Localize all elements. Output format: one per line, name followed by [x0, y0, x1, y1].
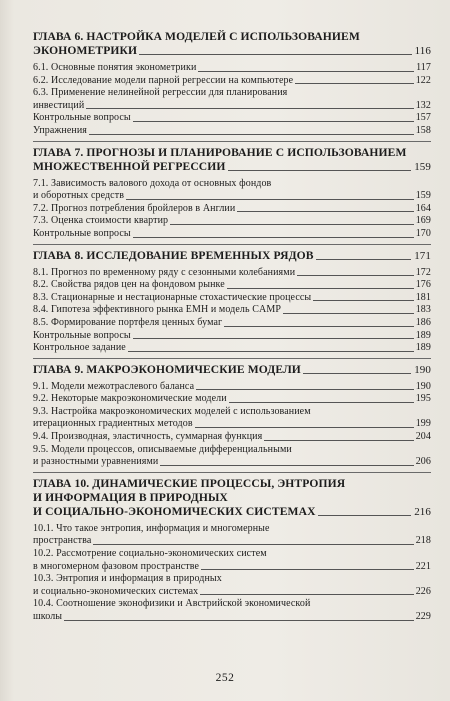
chapter-page: 216: [414, 505, 431, 518]
section-page: 132: [415, 99, 431, 111]
table-of-contents: [0, 30, 450, 624]
section-page: 206: [415, 456, 431, 468]
section-title-line: Контрольные вопросы: [33, 227, 131, 239]
section-page: 190: [415, 380, 431, 392]
chapter-title-line: И ИНФОРМАЦИЯ В ПРИРОДНЫХ: [33, 490, 228, 504]
section-last-row: [33, 418, 431, 431]
section-entry: [33, 393, 431, 406]
section-entry: [33, 75, 431, 88]
leader-line: [283, 312, 414, 314]
leader-line: [133, 337, 414, 339]
chapter-entry: [0, 146, 450, 241]
leader-line: [198, 70, 414, 72]
leader-line: [303, 372, 411, 374]
section-title-line: 8.5. Формирование портфеля ценных бумаг: [33, 316, 223, 328]
page-number: 252: [215, 672, 235, 684]
leader-line: [86, 107, 413, 109]
section-last-row: [33, 304, 431, 317]
section-entry: [33, 228, 431, 241]
section-title-line: Контрольные вопросы: [33, 329, 131, 341]
section-title-line: 8.2. Свойства рядов цен на фондовом рынке: [33, 279, 225, 291]
leader-line: [89, 133, 414, 135]
section-entry: [33, 62, 431, 75]
chapter-entry: [0, 249, 450, 355]
section-title-line: Контрольное задание: [33, 342, 126, 354]
section-page: 229: [415, 611, 431, 622]
section-entry: [33, 203, 431, 216]
leader-line: [196, 388, 414, 390]
section-last-row: [33, 456, 431, 469]
section-page: 157: [415, 112, 431, 124]
chapter-title-line: ГЛАВА 9. МАКРОЭКОНОМИЧЕСКИЕ МОДЕЛИ: [33, 362, 301, 376]
section-last-row: [33, 228, 431, 241]
section-entry: [33, 573, 431, 598]
section-entry: [33, 215, 431, 228]
section-title-line: 7.1. Зависимость валового дохода от основных фондов: [33, 177, 272, 189]
section-page: 169: [415, 215, 431, 227]
chapter-title-last-row: [33, 363, 431, 377]
chapter-title-line: И СОЦИАЛЬНО-ЭКОНОМИЧЕСКИХ СИСТЕМАХ: [33, 504, 316, 518]
section-last-row: [33, 100, 431, 113]
section-page: 204: [415, 431, 431, 443]
section-last-row: [33, 190, 431, 203]
section-title-line: 9.3. Настройка макроэкономических моделей с использованием: [33, 405, 311, 417]
section-page: 122: [415, 74, 431, 86]
section-last-row: [33, 203, 431, 216]
section-last-row: [33, 267, 431, 280]
section-title-line: 7.3. Оценка стоимости квартир: [33, 215, 169, 227]
section-last-row: [33, 586, 431, 599]
leader-line: [64, 619, 414, 621]
leader-line: [229, 401, 414, 403]
chapter-title-line: ГЛАВА 10. ДИНАМИЧЕСКИЕ ПРОЦЕССЫ, ЭНТРОПИЯ: [33, 476, 346, 490]
section-title-line: 6.2. Исследование модели парной регрессии на компьютере: [33, 74, 294, 86]
section-last-row: [33, 62, 431, 75]
leader-line: [139, 53, 411, 55]
section-title-line: 9.5. Модели процессов, описываемые дифференциальными: [33, 443, 292, 455]
section-entry: [33, 381, 431, 394]
chapter-entry: [0, 363, 450, 469]
section-entry: [33, 548, 431, 573]
chapter-title-line: ГЛАВА 7. ПРОГНОЗЫ И ПЛАНИРОВАНИЕ С ИСПОЛЬЗОВАНИЕМ: [33, 145, 407, 159]
chapter-title: [33, 249, 431, 263]
section-last-row: [33, 292, 431, 305]
section-entry: [33, 125, 431, 138]
section-entry: [33, 598, 431, 623]
leader-line: [227, 287, 414, 289]
leader-line: [160, 464, 413, 466]
chapter-title-last-row: [33, 160, 431, 174]
section-entry: [33, 112, 431, 125]
section-entry: [33, 292, 431, 305]
section-title-line: итерационных градиентных методов: [33, 418, 193, 430]
section-entry: [33, 317, 431, 330]
section-title-line: 8.3. Стационарные и нестационарные стохастические процессы: [33, 291, 312, 303]
section-title-line: 10.3. Энтропия и информация в природных: [33, 573, 222, 585]
section-last-row: [33, 279, 431, 292]
chapter-title-last-row: [33, 249, 431, 263]
chapter-title-line: ГЛАВА 6. НАСТРОЙКА МОДЕЛЕЙ С ИСПОЛЬЗОВАНИЕМ: [33, 30, 360, 43]
section-entry: [33, 431, 431, 444]
section-title-line: и социально-экономических системах: [33, 585, 199, 597]
section-list: [33, 381, 431, 469]
section-last-row: [33, 112, 431, 125]
section-last-row: [33, 125, 431, 138]
leader-line: [128, 350, 414, 352]
section-list: [33, 267, 431, 355]
section-page: 221: [415, 560, 431, 572]
leader-line: [170, 223, 414, 225]
chapter-title-line: ЭКОНОМЕТРИКИ: [33, 44, 138, 57]
section-title-line: 9.1. Модели межотраслевого баланса: [33, 380, 195, 392]
leader-line: [195, 426, 414, 428]
section-page: 218: [415, 535, 431, 547]
leader-line: [313, 299, 413, 301]
section-page: 186: [415, 316, 431, 328]
chapter-title: [33, 146, 431, 174]
section-entry: [33, 87, 431, 112]
chapter-title-line: МНОЖЕСТВЕННОЙ РЕГРЕССИИ: [33, 159, 226, 173]
section-page: 159: [415, 190, 431, 202]
section-list: [33, 62, 431, 138]
section-page: 199: [415, 418, 431, 430]
section-list: [33, 523, 431, 624]
chapter-title-last-row: [33, 505, 431, 519]
section-page: 195: [415, 393, 431, 405]
section-page: 158: [415, 124, 431, 136]
section-last-row: [33, 393, 431, 406]
section-title-line: 8.4. Гипотеза эффективного рынка EMH и модель CAMP: [33, 304, 281, 316]
section-entry: [33, 342, 431, 355]
leader-line: [201, 568, 414, 570]
section-title-line: 10.1. Что такое энтропия, информация и многомерные: [33, 522, 270, 534]
section-page: 170: [415, 227, 431, 239]
section-title-line: 6.1. Основные понятия эконометрики: [33, 62, 197, 73]
leader-line: [264, 439, 413, 441]
section-title-line: Контрольные вопросы: [33, 112, 131, 124]
section-last-row: [33, 342, 431, 355]
section-last-row: [33, 317, 431, 330]
chapter-entry: [0, 30, 450, 138]
section-entry: [33, 304, 431, 317]
leader-line: [126, 198, 414, 200]
section-last-row: [33, 75, 431, 88]
section-entry: [33, 279, 431, 292]
section-title-line: школы: [33, 611, 63, 622]
chapter-entry: [0, 477, 450, 624]
section-last-row: [33, 431, 431, 444]
section-entry: [33, 330, 431, 343]
section-last-row: [33, 535, 431, 548]
leader-line: [133, 236, 414, 238]
section-page: 164: [415, 202, 431, 214]
leader-line: [318, 514, 412, 516]
chapter-title: [33, 363, 431, 377]
leader-line: [295, 82, 414, 84]
section-title-line: инвестиций: [33, 99, 85, 111]
section-title-line: 9.2. Некоторые макроэкономические модели: [33, 393, 227, 405]
section-last-row: [33, 215, 431, 228]
section-last-row: [33, 381, 431, 394]
chapter-page: 116: [414, 45, 431, 57]
section-page: 176: [415, 279, 431, 291]
section-list: [33, 178, 431, 241]
section-entry: [33, 267, 431, 280]
section-entry: [33, 178, 431, 203]
section-title-line: 6.3. Применение нелинейной регрессии для планирования: [33, 87, 288, 99]
section-title-line: и оборотных средств: [33, 190, 125, 202]
section-last-row: [33, 330, 431, 343]
chapter-page: 171: [414, 249, 431, 262]
chapter-title-last-row: [33, 44, 431, 58]
section-page: 172: [415, 266, 431, 278]
leader-line: [297, 274, 414, 276]
leader-line: [237, 210, 413, 212]
section-title-line: 10.2. Рассмотрение социально-экономических систем: [33, 548, 267, 560]
section-page: 189: [415, 342, 431, 354]
section-title-line: пространства: [33, 535, 92, 547]
section-last-row: [33, 561, 431, 574]
section-page: 189: [415, 329, 431, 341]
leader-line: [200, 593, 413, 595]
section-title-line: и разностными уравнениями: [33, 456, 159, 468]
section-title-line: 10.4. Соотношение эконофизики и Австрийской экономической: [33, 598, 311, 610]
chapter-title: [33, 477, 431, 519]
section-title-line: Упражнения: [33, 124, 87, 136]
chapter-title-line: ГЛАВА 8. ИССЛЕДОВАНИЕ ВРЕМЕННЫХ РЯДОВ: [33, 248, 314, 262]
section-title-line: 7.2. Прогноз потребления бройлеров в Англии: [33, 202, 236, 214]
leader-line: [224, 325, 414, 327]
section-title-line: 8.1. Прогноз по временному ряду с сезонными колебаниями: [33, 266, 296, 278]
leader-line: [133, 120, 414, 122]
leader-line: [93, 543, 413, 545]
chapter-title: [33, 30, 431, 58]
section-page: 226: [415, 585, 431, 597]
chapter-page: 190: [414, 363, 431, 376]
section-last-row: [33, 611, 431, 624]
section-title-line: в многомерном фазовом пространстве: [33, 560, 200, 572]
section-page: 181: [415, 291, 431, 303]
leader-line: [316, 258, 412, 260]
section-page: 183: [415, 304, 431, 316]
section-page: 117: [416, 62, 431, 73]
section-entry: [33, 523, 431, 548]
section-title-line: 9.4. Производная, эластичность, суммарная функция: [33, 431, 263, 443]
leader-line: [228, 169, 412, 171]
section-entry: [33, 444, 431, 469]
chapter-page: 159: [414, 160, 431, 173]
section-entry: [33, 406, 431, 431]
